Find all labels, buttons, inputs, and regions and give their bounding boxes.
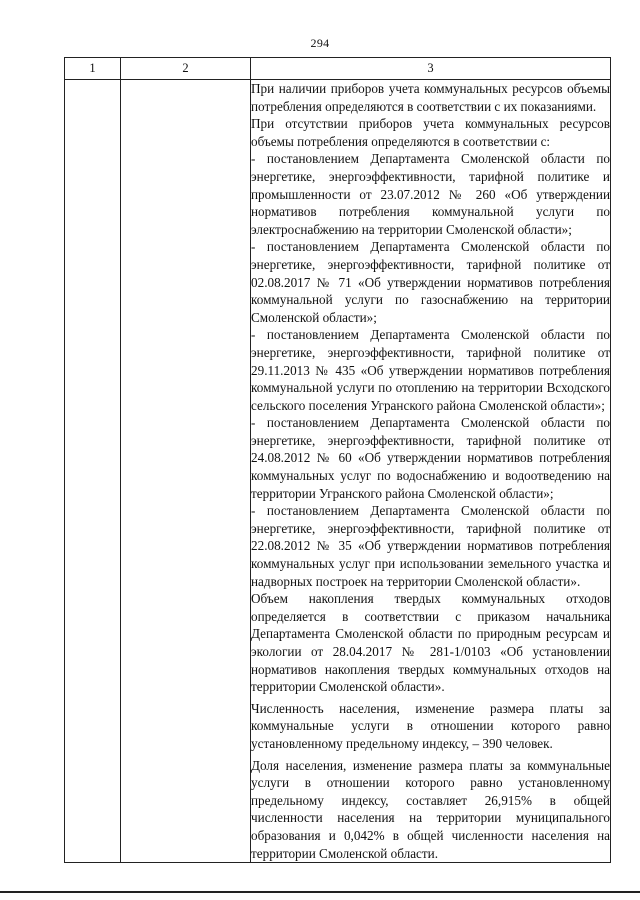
paragraph-heating-resolution: - постановлением Департамента Смоленской области по энергетике, энергоэффективности, тарифной политике от 29.11.2013 № 435 «Об утверждении нормативов потребления коммунальной услуги по отоплению на территории Всходского сельского поселения Угранского района Смоленской области»; <box>251 327 610 413</box>
paragraph-waste-volume: Объем накопления твердых коммунальных отходов определяется в соответствии с приказом начальника Департамента Смоленской области по природным ресурсам и экологии от 28.04.2017 № 281-1/0103 «Об установлении нормативов накопления твердых коммунальных отходов на территории Смоленской области». <box>251 591 610 695</box>
paragraph-population-share: Доля населения, изменение размера платы за коммунальные услуги в отношении которого равно установленному предельному индексу, составляет 26,915% в общей численности населения на территории муниципального образования и 0,042% в общей численности населения на территории Смоленской области. <box>251 757 610 861</box>
table-header-row <box>65 58 611 80</box>
paragraph-population-count: Численность населения, изменение размера платы за коммунальные услуги в отношении которого равно установленному предельному индексу, – 390 человек. <box>251 700 610 751</box>
table-row <box>65 80 611 863</box>
paragraph-electricity-resolution: - постановлением Департамента Смоленской области по энергетике, энергоэффективности, тарифной политике и промышленности от 23.07.2012 № 260 «Об утверждении нормативов потребления коммунальной услуги по электроснабжению на территории Смоленской области»; <box>251 151 610 237</box>
paragraph-water-resolution: - постановлением Департамента Смоленской области по энергетике, энергоэффективности, тарифной политике от 24.08.2012 № 60 «Об утверждении нормативов потребления коммунальных услуг по водоснабжению и водоотведению на территории Угранского района Смоленской области»; <box>251 415 610 501</box>
paragraph-gas-resolution: - постановлением Департамента Смоленской области по энергетике, энергоэффективности, тарифной политике от 02.08.2017 № 71 «Об утверждении нормативов потребления коммунальной услуги по газоснабжению на территории Смоленской области»; <box>251 239 610 325</box>
paragraph-meter-present: При наличии приборов учета коммунальных ресурсов объемы потребления определяются в соответствии с их показаниями. <box>251 81 610 114</box>
column-header-3: 3 <box>251 58 611 80</box>
cell-column-3 <box>251 80 611 863</box>
column-header-1: 1 <box>65 58 121 80</box>
document-table <box>64 57 611 863</box>
column-header-2: 2 <box>121 58 251 80</box>
cell-column-1 <box>65 80 121 863</box>
cell-column-2 <box>121 80 251 863</box>
page-number: 294 <box>310 36 330 50</box>
bottom-rule <box>0 891 640 893</box>
paragraph-meter-absent: При отсутствии приборов учета коммунальных ресурсов объемы потребления определяются в соответствии с: <box>251 116 610 149</box>
paragraph-land-resolution: - постановлением Департамента Смоленской области по энергетике, энергоэффективности, тарифной политике от 22.08.2012 № 35 «Об утверждении нормативов потребления коммунальных услуг при использовании земельного участка и надворных построек на территории Смоленской области». <box>251 503 610 589</box>
